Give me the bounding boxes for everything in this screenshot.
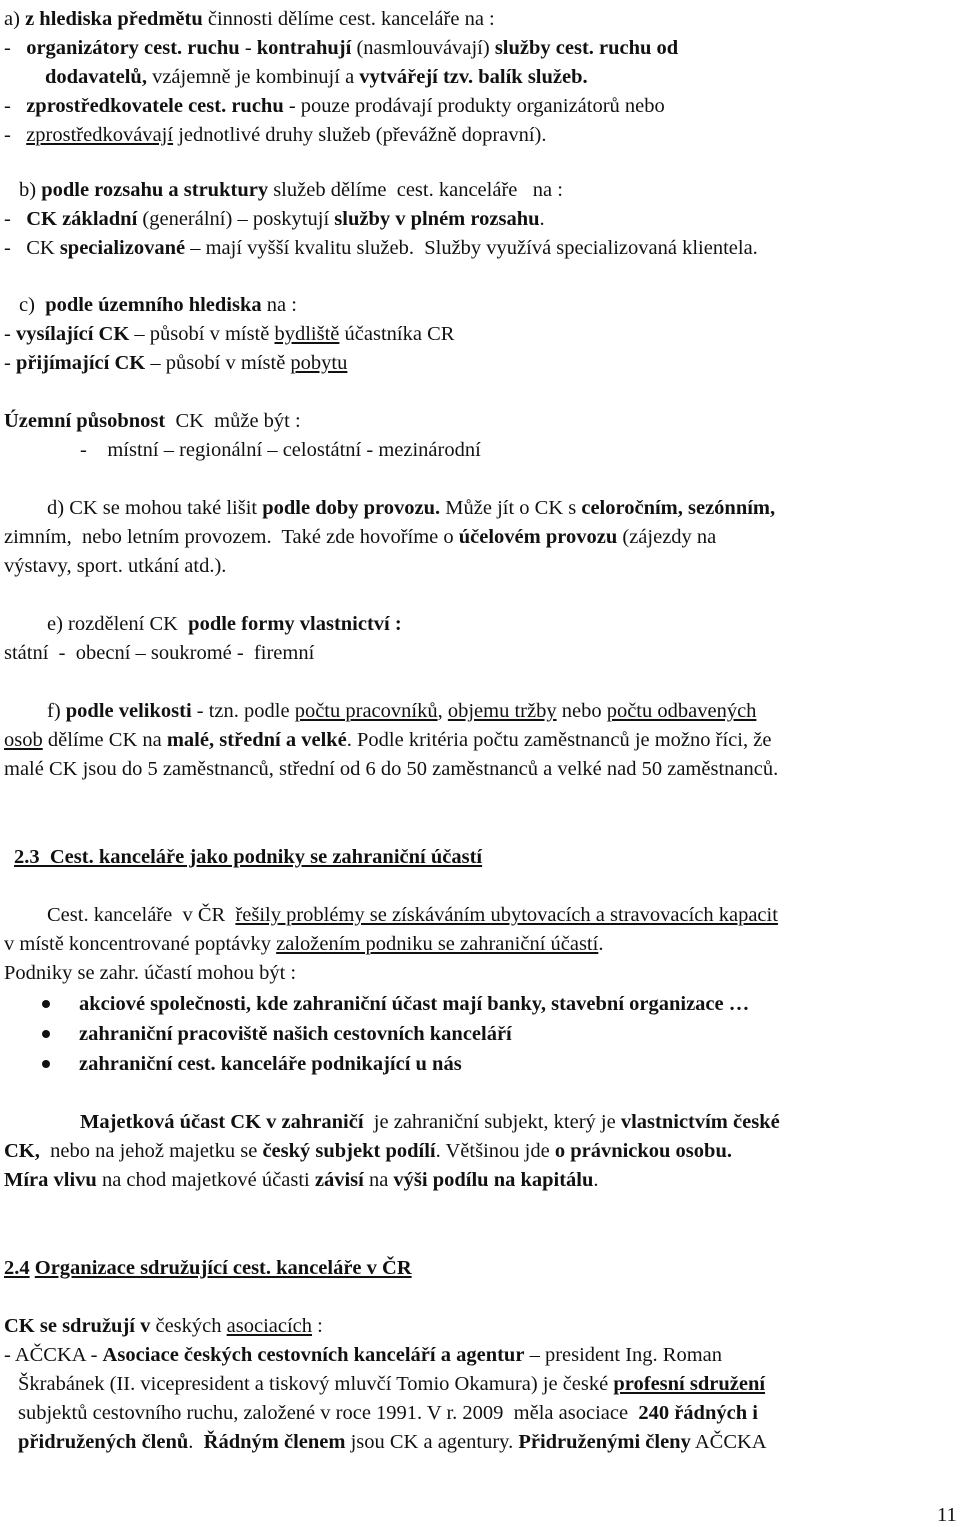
bullet-icon — [42, 1060, 50, 1068]
text-run: zprostředkovatele cest. ruchu — [26, 95, 284, 117]
text-run: nebo na jehož majetku se — [39, 1140, 263, 1162]
text-run: vysílající CK — [15, 323, 130, 345]
text-run: je zahraniční subjekt, který je — [363, 1111, 621, 1133]
text-run: jsou CK a agentury. — [345, 1431, 519, 1453]
bullet-icon — [42, 1030, 50, 1038]
text-run: podle územního hlediska — [45, 294, 262, 316]
text-run: počtu odbavených — [606, 700, 757, 722]
text-line — [4, 322, 454, 346]
text-run: malé CK jsou do 5 zaměstnanců, střední od 6 do 50 zaměstnanců a velké nad 50 zaměstnanců. — [4, 758, 779, 780]
text-run: založením podniku se zahraniční účastí — [276, 933, 599, 955]
text-line — [4, 123, 547, 147]
text-line — [19, 178, 563, 202]
text-run: zimním, nebo letním provozem. Také zde hovoříme o — [4, 526, 459, 548]
text-line — [4, 757, 778, 781]
text-run: (generální) – poskytují — [137, 208, 335, 230]
text-line — [4, 236, 758, 260]
text-run: - AČCKA - — [4, 1344, 103, 1366]
text-line — [18, 1372, 765, 1396]
text-run: účastníka CR — [339, 323, 455, 345]
text-run: e) rozdělení CK — [47, 613, 189, 635]
text-run: . — [539, 208, 545, 230]
text-line — [19, 293, 297, 317]
text-run: řešily problémy se získáváním ubytovacích a stravovacích kapacit — [235, 904, 778, 926]
text-run: profesní sdružení — [613, 1373, 766, 1395]
text-run: f) — [47, 700, 66, 722]
text-line — [47, 903, 778, 927]
text-run: Škrabánek (II. vicepresident a tiskový mluvčí Tomio Okamura) je české — [18, 1373, 614, 1395]
text-run: specializované — [59, 237, 186, 259]
text-run: - — [4, 95, 27, 117]
text-run: podle velikosti — [65, 700, 192, 722]
text-run: kontrahují — [256, 37, 352, 59]
text-line — [4, 1256, 412, 1280]
text-line — [4, 1139, 732, 1163]
text-run: českých — [150, 1315, 227, 1337]
text-run: - — [239, 37, 257, 59]
text-run: zprostředkovávají — [26, 124, 174, 146]
text-run: podle formy vlastnictví : — [188, 613, 402, 635]
text-run: dělíme CK na — [42, 729, 167, 751]
text-run: celoročním, sezónním, — [581, 497, 776, 519]
text-run: AČCKA — [690, 1431, 767, 1453]
text-run: - — [4, 37, 27, 59]
text-run: přidružených členů — [18, 1431, 189, 1453]
text-line — [4, 207, 545, 231]
text-run: - pouze prodávají produkty organizátorů nebo — [283, 95, 665, 117]
text-run: . Podle kritéria počtu zaměstnanců je možno říci, že — [346, 729, 772, 751]
text-run: na : — [261, 294, 297, 316]
text-line — [4, 351, 347, 375]
text-run: – mají vyšší kvalitu služeb. Služby využívá specializovaná klientela. — [185, 237, 758, 259]
text-run: objemu tržby — [447, 700, 557, 722]
text-run: služby v plném rozsahu — [334, 208, 540, 230]
text-run: b) — [19, 179, 42, 201]
text-run: - — [4, 208, 27, 230]
text-run: osob — [4, 729, 43, 751]
text-run: z hlediska předmětu — [25, 8, 203, 30]
text-run: d) CK se mohou také lišit — [47, 497, 263, 519]
text-run: o právnickou osobu. — [554, 1140, 732, 1162]
text-line — [47, 699, 756, 723]
text-run: vzájemně je kombinují a — [146, 66, 360, 88]
text-run: a) — [4, 8, 26, 30]
text-run: CK, — [4, 1140, 40, 1162]
text-run: (zájezdy na — [617, 526, 717, 548]
text-line — [79, 1022, 512, 1046]
text-run: - místní – regionální – celostátní - mezinárodní — [80, 439, 481, 461]
text-run: činnosti dělíme cest. kanceláře na : — [202, 8, 495, 30]
text-run: . — [188, 1431, 204, 1453]
text-run: český subjekt podílí — [262, 1140, 436, 1162]
text-run: Organizace sdružující cest. kanceláře v ČR — [34, 1257, 412, 1279]
text-line — [45, 65, 588, 89]
text-run: , — [437, 700, 448, 722]
text-run: Podniky se zahr. účastí mohou být : — [4, 962, 297, 984]
text-run: nebo — [556, 700, 607, 722]
text-run: 240 řádných i — [638, 1402, 758, 1424]
text-line — [80, 438, 481, 462]
text-run: státní - obecní – soukromé - firemní — [4, 642, 315, 664]
text-line — [79, 992, 749, 1016]
text-line — [4, 36, 678, 60]
text-line — [47, 612, 402, 636]
text-run: počtu pracovníků — [294, 700, 438, 722]
text-line — [4, 554, 226, 578]
text-run: na chod majetkové účasti — [96, 1169, 315, 1191]
text-run: – působí v místě — [145, 352, 291, 374]
text-run: závisí — [314, 1169, 364, 1191]
text-run: podle doby provozu. — [262, 497, 441, 519]
text-run: - — [4, 323, 16, 345]
text-run: služby cest. ruchu od — [494, 37, 679, 59]
text-run: (nasmlouvávají) — [351, 37, 495, 59]
text-run: akciové společnosti, kde zahraniční účast mají banky, stavební organizace … — [79, 993, 750, 1015]
text-run: . Většinou jde — [435, 1140, 555, 1162]
text-run: 2.4 — [4, 1257, 30, 1279]
text-run: - CK — [4, 237, 60, 259]
text-line — [4, 525, 716, 549]
text-run: c) — [19, 294, 46, 316]
text-run: asociacích — [226, 1315, 313, 1337]
text-run: zahraniční cest. kanceláře podnikající u nás — [79, 1053, 462, 1075]
text-run: jednotlivé druhy služeb (převážně dopravní). — [173, 124, 547, 146]
text-line — [14, 845, 482, 869]
text-run: Územní působnost — [4, 410, 166, 432]
text-run: CK se sdružují v — [4, 1315, 151, 1337]
text-run: zahraniční pracoviště našich cestovních kanceláří — [79, 1023, 512, 1045]
text-run: Míra vlivu — [4, 1169, 97, 1191]
text-run: 2.3 Cest. kanceláře jako podniky se zahraniční účastí — [14, 846, 483, 868]
bullet-icon — [42, 1000, 50, 1008]
text-run: - — [4, 124, 27, 146]
text-run: Cest. kanceláře v ČR — [47, 904, 236, 926]
text-line — [4, 1314, 323, 1338]
text-run: . — [593, 1169, 599, 1191]
text-line — [79, 1052, 462, 1076]
text-run: výši podílu na kapitálu — [393, 1169, 594, 1191]
text-run: - tzn. podle — [191, 700, 295, 722]
text-run: dodavatelů, — [45, 66, 147, 88]
text-run: - — [4, 352, 16, 374]
page-number: 11 — [937, 1504, 957, 1526]
text-line — [4, 409, 301, 433]
text-run: CK může být : — [165, 410, 301, 432]
text-run: – působí v místě — [129, 323, 275, 345]
text-line — [80, 1110, 780, 1134]
text-run: CK základní — [26, 208, 138, 230]
text-run: pobytu — [290, 352, 348, 374]
text-line — [4, 1168, 599, 1192]
text-run: přijímající CK — [15, 352, 146, 374]
text-line — [4, 1343, 722, 1367]
text-run: vytvářejí tzv. balík služeb. — [359, 66, 588, 88]
text-run: vlastnictvím české — [620, 1111, 780, 1133]
text-run: – president Ing. Roman — [524, 1344, 723, 1366]
text-line — [4, 7, 495, 31]
text-run: . — [598, 933, 604, 955]
text-line — [18, 1430, 767, 1454]
text-run: : — [312, 1315, 323, 1337]
text-run: v místě koncentrované poptávky — [4, 933, 277, 955]
text-line — [4, 94, 665, 118]
text-run: subjektů cestovního ruchu, založené v roce 1991. V r. 2009 měla asociace — [18, 1402, 639, 1424]
text-run: účelovém provozu — [458, 526, 618, 548]
text-run: služeb dělíme cest. kanceláře na : — [268, 179, 563, 201]
text-line — [18, 1401, 758, 1425]
text-run: organizátory cest. ruchu — [26, 37, 240, 59]
text-run: Přidruženými členy — [518, 1431, 691, 1453]
text-run: bydliště — [274, 323, 340, 345]
text-line — [4, 932, 603, 956]
text-run: výstavy, sport. utkání atd.). — [4, 555, 227, 577]
text-line — [47, 496, 775, 520]
text-run: Majetková účast CK v zahraničí — [80, 1111, 364, 1133]
text-line — [4, 728, 771, 752]
text-run: Řádným členem — [203, 1431, 346, 1453]
text-run: podle rozsahu a struktury — [41, 179, 269, 201]
text-run: Asociace českých cestovních kanceláří a agentur — [102, 1344, 525, 1366]
text-line — [4, 641, 314, 665]
text-run: malé, střední a velké — [166, 729, 347, 751]
text-line — [4, 961, 296, 985]
text-run: Může jít o CK s — [440, 497, 582, 519]
text-run: na — [363, 1169, 394, 1191]
